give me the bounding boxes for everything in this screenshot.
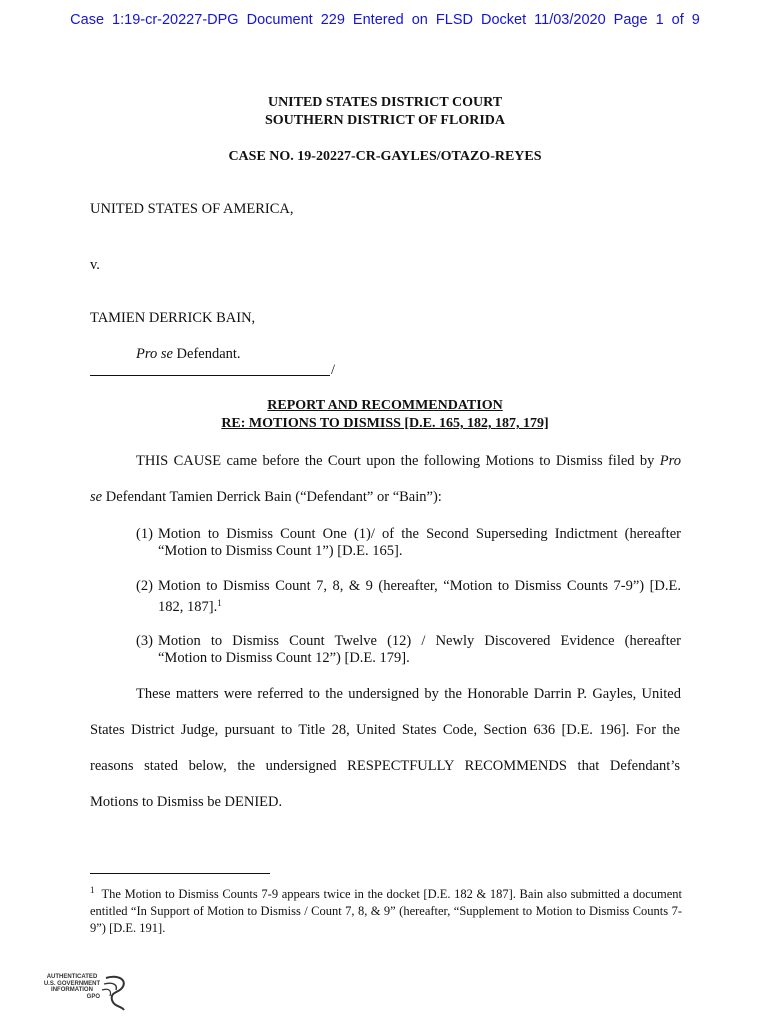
intro-line-2 xyxy=(90,489,442,506)
seal-line3: INFORMATION xyxy=(51,987,93,993)
intro-line-2-text: Defendant Tamien Derrick Bain (“Defendant” or “Bain”): xyxy=(102,489,442,505)
defendant-name: TAMIEN DERRICK BAIN, xyxy=(90,310,256,326)
footnote-reference[interactable]: 1 xyxy=(217,598,222,608)
referral-line-3: reasons stated below, the undersigned RESPECTFULLY RECOMMENDS that Defendant’s xyxy=(90,758,680,774)
intro-line-2-italic: se xyxy=(90,489,103,505)
defendant-role-rest: Defendant. xyxy=(172,346,241,362)
case-number: CASE NO. 19-20227-CR-GAYLES/OTAZO-REYES xyxy=(228,149,542,164)
list-item-number: (1) xyxy=(136,526,153,542)
seal-line1: AUTHENTICATED xyxy=(46,974,98,980)
list-item-line2: “Motion to Dismiss Count 12”) [D.E. 179]. xyxy=(158,650,410,666)
referral-line-4: Motions to Dismiss be DENIED. xyxy=(90,794,283,810)
list-item-line1: Motion to Dismiss Count One (1)/ of the Second Superseding Indictment (hereafter xyxy=(158,526,681,542)
defendant-role-italic: Pro se xyxy=(136,346,173,362)
document-title: REPORT AND RECOMMENDATION xyxy=(267,398,503,413)
list-item-line2: “Motion to Dismiss Count 1”) [D.E. 165]. xyxy=(158,543,403,559)
court-name-line1: UNITED STATES DISTRICT COURT xyxy=(267,95,503,110)
list-item xyxy=(136,578,681,616)
list-item-line1: Motion to Dismiss Count Twelve (12) / Newly Discovered Evidence (hereafter xyxy=(158,633,681,649)
plaintiff-name: UNITED STATES OF AMERICA, xyxy=(90,201,294,217)
footnote xyxy=(90,882,682,937)
referral-line-2: States District Judge, pursuant to Title 28, United States Code, Section 636 [D.E. 196]. For the xyxy=(90,722,680,738)
seal-line2: U.S. GOVERNMENT xyxy=(43,980,101,987)
referral-line-1: These matters were referred to the undersigned by the Honorable Darrin P. Gayles, United xyxy=(136,686,681,702)
footnote-text: The Motion to Dismiss Counts 7-9 appears twice in the docket [D.E. 182 & 187]. Bain also submitted a document entitled “In Support of Motion to Dismiss / Count 7, 8, & 9” (hereafter, “Supplement to Motion to Dismiss Counts 7-9”) [D.E. 191]. xyxy=(90,887,682,935)
list-item xyxy=(136,526,681,560)
seal-line4: GPO xyxy=(86,993,100,1000)
list-item-number: (3) xyxy=(136,633,153,649)
court-name-line2: SOUTHERN DISTRICT OF FLORIDA xyxy=(265,113,505,128)
list-item-line2-text: 182, 187]. xyxy=(158,599,218,615)
footnote-marker: 1 xyxy=(90,885,95,895)
docket-header-stamp: Case 1:19-cr-20227-DPG Document 229 Entered on FLSD Docket 11/03/2020 Page 1 of 9 xyxy=(70,12,700,28)
list-item xyxy=(136,633,681,667)
intro-line-1 xyxy=(136,453,681,470)
list-item-number: (2) xyxy=(136,578,153,594)
footnote-separator xyxy=(90,873,270,874)
versus-label: v. xyxy=(90,257,100,273)
caption-slash: / xyxy=(331,362,336,378)
caption-signature-rule xyxy=(90,375,330,376)
list-item-line1: Motion to Dismiss Count 7, 8, & 9 (hereafter, “Motion to Dismiss Counts 7-9”) [D.E. xyxy=(158,578,681,594)
document-subtitle: RE: MOTIONS TO DISMISS [D.E. 165, 182, 187, 179] xyxy=(221,416,549,431)
intro-line-1-text: THIS CAUSE came before the Court upon the following Motions to Dismiss filed by xyxy=(136,453,660,469)
defendant-role xyxy=(136,346,241,363)
intro-line-1-italic: Pro xyxy=(659,453,681,469)
list-item-line2 xyxy=(136,595,681,616)
gpo-authenticated-seal xyxy=(42,974,132,1016)
eagle-icon xyxy=(100,974,130,1014)
